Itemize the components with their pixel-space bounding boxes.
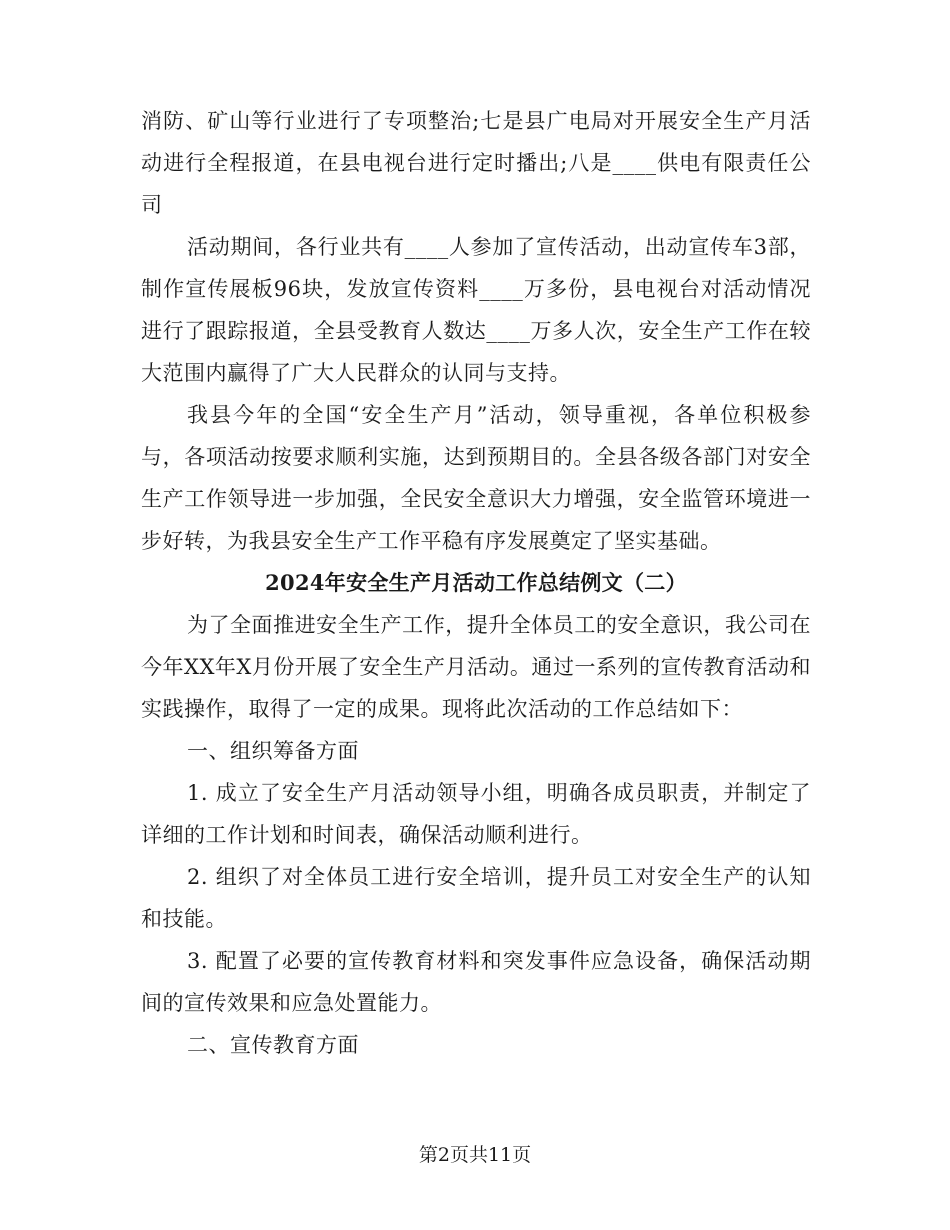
section-title: 2024年安全生产月活动工作总结例文（二）: [265, 570, 687, 595]
page-number-footer: 第2页共11页: [418, 1144, 532, 1166]
list-item-1: 1. 成立了安全生产月活动领导小组，明确各成员职责，并制定了详细的工作计划和时间表，确保活动顺利进行。: [141, 781, 811, 847]
paragraph-intro: 为了全面推进安全生产工作，提升全体员工的安全意识，我公司在今年XX年X月份开展了安全生产月活动。通过一系列的宣传教育活动和实践操作，取得了一定的成果。现将此次活动的工作总结如下：: [141, 613, 811, 721]
paragraph-activity-stats: 活动期间，各行业共有____人参加了宣传活动，出动宣传车3部，制作宣传展板96块，发放宣传资料____万多份，县电视台对活动情况进行了跟踪报道，全县受教育人数达____万多人次，安全生产工作在较大范围内赢得了广大人民群众的认同与支持。: [141, 235, 811, 385]
paragraph-conclusion: 我县今年的全国“安全生产月”活动，领导重视，各单位积极参与，各项活动按要求顺利实施，达到预期目的。全县各级各部门对安全生产工作领导进一步加强，全民安全意识大力增强，安全监管环境进一步好转，为我县安全生产工作平稳有序发展奠定了坚实基础。: [141, 403, 811, 553]
list-item-2: 2. 组织了对全体员工进行安全培训，提升员工对安全生产的认知和技能。: [141, 865, 811, 931]
document-body: [141, 100, 811, 1066]
list-item-3: 3. 配置了必要的宣传教育材料和突发事件应急设备，确保活动期间的宣传效果和应急处置能力。: [141, 949, 811, 1015]
subheading-organization: 一、组织筹备方面: [187, 739, 359, 763]
paragraph-continuation: 消防、矿山等行业进行了专项整治;七是县广电局对开展安全生产月活动进行全程报道，在县电视台进行定时播出;八是____供电有限责任公司: [141, 109, 811, 217]
subheading-publicity: 二、宣传教育方面: [187, 1033, 359, 1057]
